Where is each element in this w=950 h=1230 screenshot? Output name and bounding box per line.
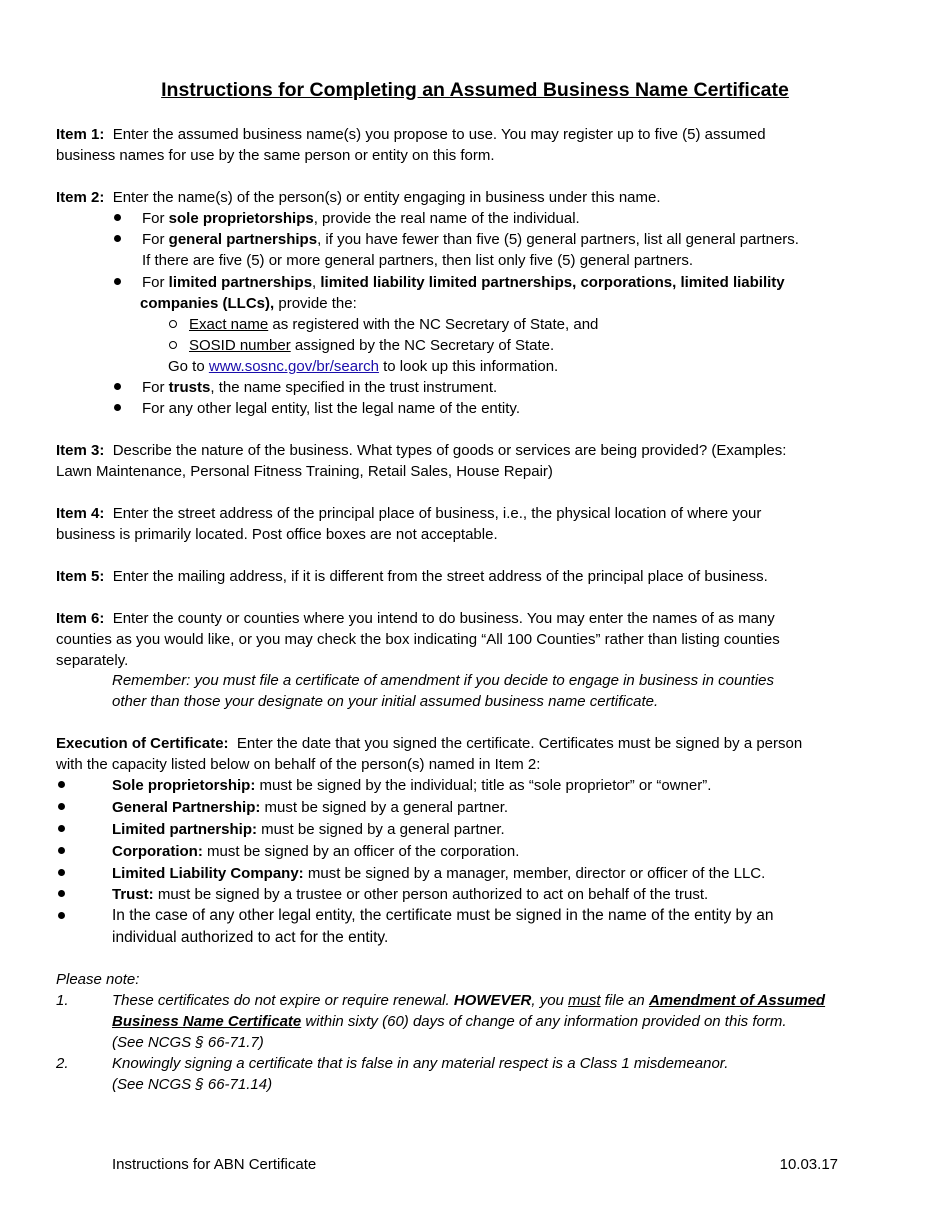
item5-line1: Item 5: Enter the mailing address, if it is different from the street address of the principal place of business. [56, 568, 768, 585]
item2-sub-sosid: SOSID number assigned by the NC Secretary of State. [189, 337, 555, 354]
item2-bullet-limited: For limited partnerships, limited liability limited partnerships, corporations, limited liability [142, 274, 785, 291]
footer-date: 10.03.17 [779, 1156, 838, 1173]
execution-bullet: Corporation: must be signed by an officer of the corporation. [112, 843, 520, 860]
bullet-icon [58, 825, 65, 832]
item2-goto: Go to www.sosnc.gov/br/search to look up this information. [168, 358, 559, 375]
item4-line1: Item 4: Enter the street address of the principal place of business, i.e., the physical location of where your [56, 505, 762, 522]
item3-line2: Lawn Maintenance, Personal Fitness Training, Retail Sales, House Repair) [56, 463, 553, 480]
item2-bullet-trusts: For trusts, the name specified in the trust instrument. [142, 379, 498, 396]
note-number: 2. [56, 1055, 69, 1072]
sub-bullet-icon [169, 341, 177, 349]
bullet-icon [114, 278, 121, 285]
bullet-icon [58, 869, 65, 876]
item2-bullet-limited-line2: companies (LLCs), provide the: [140, 295, 357, 312]
footer-title: Instructions for ABN Certificate [112, 1156, 317, 1173]
item2-bullet-general-line2: If there are five (5) or more general partners, then list only five (5) general partners. [142, 252, 694, 269]
item2-intro: Item 2: Enter the name(s) of the person(s) or entity engaging in business under this name. [56, 189, 661, 206]
item6-line3: separately. [56, 652, 129, 669]
bullet-icon [114, 235, 121, 242]
item2-sub-exact-name: Exact name as registered with the NC Secretary of State, and [189, 316, 599, 333]
bullet-icon [58, 847, 65, 854]
note1-line1: These certificates do not expire or require renewal. HOWEVER, you must file an Amendment of Assumed [112, 992, 826, 1009]
item2-bullet-general: For general partnerships, if you have fewer than five (5) general partners, list all general partners. [142, 231, 799, 248]
bullet-icon [114, 404, 121, 411]
execution-line2: with the capacity listed below on behalf of the person(s) named in Item 2: [56, 756, 541, 773]
execution-bullet-other-line1: In the case of any other legal entity, the certificate must be signed in the name of the entity by an [112, 907, 774, 924]
bullet-icon [58, 803, 65, 810]
sub-bullet-icon [169, 320, 177, 328]
execution-bullet: Limited partnership: must be signed by a general partner. [112, 821, 505, 838]
execution-bullet: Limited Liability Company: must be signed by a manager, member, director or officer of the LLC. [112, 865, 766, 882]
item4-line2: business is primarily located. Post office boxes are not acceptable. [56, 526, 498, 543]
item6-remember-line2: other than those your designate on your initial assumed business name certificate. [112, 693, 659, 710]
note-number: 1. [56, 992, 69, 1009]
execution-bullet: Sole proprietorship: must be signed by the individual; title as “sole proprietor” or “owner”. [112, 777, 712, 794]
item1-label: Item 1: [56, 126, 105, 143]
note2-line1: Knowingly signing a certificate that is false in any material respect is a Class 1 misdemeanor. [112, 1055, 729, 1072]
item1-line1: Item 1: Enter the assumed business name(s) you propose to use. You may register up to five (5) assumed [56, 126, 766, 143]
item3-label: Item 3: [56, 442, 105, 459]
item6-remember-line1: Remember: you must file a certificate of amendment if you decide to engage in business in counties [112, 672, 775, 689]
execution-line1: Execution of Certificate: Enter the date that you signed the certificate. Certificates must be signed by a person [56, 735, 803, 752]
note1-line2: Business Name Certificate within sixty (60) days of change of any information provided on this form. [112, 1013, 787, 1030]
note-label: Please note: [56, 971, 140, 988]
item1-line2: business names for use by the same person or entity on this form. [56, 147, 495, 164]
sosnc-search-link[interactable]: www.sosnc.gov/br/search [208, 358, 379, 375]
item6-label: Item 6: [56, 610, 105, 627]
note1-citation: (See NCGS § 66-71.7) [112, 1034, 264, 1051]
bullet-icon [58, 781, 65, 788]
item2-label: Item 2: [56, 189, 105, 206]
page-title: Instructions for Completing an Assumed Business Name Certificate [161, 79, 789, 101]
item2-bullet-other: For any other legal entity, list the legal name of the entity. [142, 400, 520, 417]
execution-bullet: General Partnership: must be signed by a general partner. [112, 799, 509, 816]
item3-line1: Item 3: Describe the nature of the business. What types of goods or services are being provided? (Examples: [56, 442, 787, 459]
bullet-icon [58, 890, 65, 897]
bullet-icon [114, 383, 121, 390]
item6-line2: counties as you would like, or you may check the box indicating “All 100 Counties” rather than listing counties [56, 631, 780, 648]
execution-label: Execution of Certificate: [56, 735, 229, 752]
note2-citation: (See NCGS § 66-71.14) [112, 1076, 273, 1093]
bullet-icon [58, 912, 65, 919]
execution-bullet-other-line2: individual authorized to act for the entity. [112, 929, 389, 946]
item6-line1: Item 6: Enter the county or counties where you intend to do business. You may enter the names of as many [56, 610, 775, 627]
item4-label: Item 4: [56, 505, 105, 522]
execution-bullet: Trust: must be signed by a trustee or other person authorized to act on behalf of the trust. [112, 886, 709, 903]
item2-bullet-sole: For sole proprietorships, provide the real name of the individual. [142, 210, 580, 227]
item5-label: Item 5: [56, 568, 105, 585]
bullet-icon [114, 214, 121, 221]
